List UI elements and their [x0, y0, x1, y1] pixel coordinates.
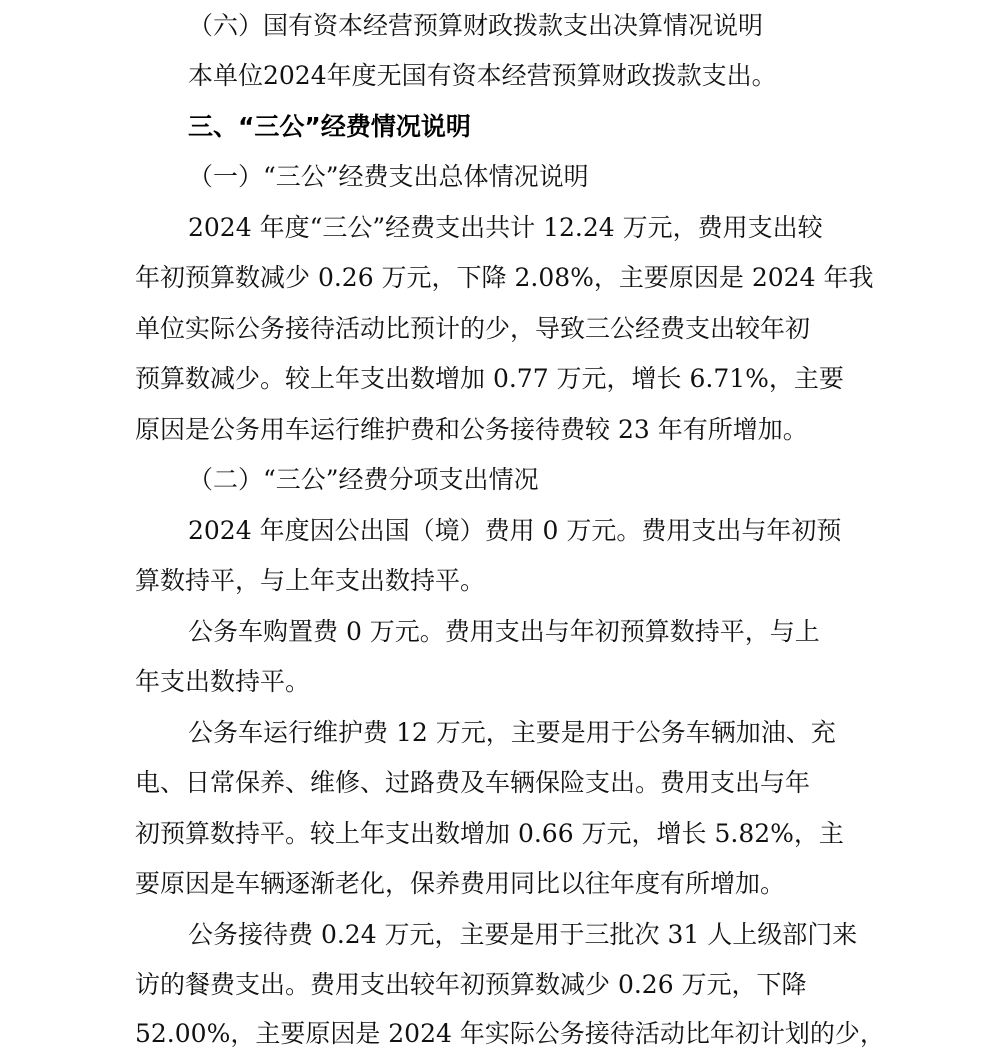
subsection-heading-6: （六）国有资本经营预算财政拨款支出决算情况说明 — [188, 11, 764, 40]
paragraph-line: 公务接待费 0.24 万元，主要是用于三批次 31 人上级部门来 — [188, 920, 858, 949]
paragraph-line: 单位实际公务接待活动比预计的少，导致三公经费支出较年初 — [135, 314, 811, 343]
paragraph-line: 算数持平，与上年支出数持平。 — [135, 566, 486, 595]
paragraph-line: 预算数减少。较上年支出数增加 0.77 万元，增长 6.71%，主要 — [135, 364, 844, 393]
paragraph-line: 要原因是车辆逐渐老化，保养费用同比以往年度有所增加。 — [135, 869, 786, 898]
paragraph-line: 年支出数持平。 — [135, 667, 311, 696]
paragraph-line: 初预算数持平。较上年支出数增加 0.66 万元，增长 5.82%，主 — [135, 819, 844, 848]
paragraph-line: 公务车购置费 0 万元。费用支出与年初预算数持平，与上 — [188, 617, 820, 646]
paragraph-line: 电、日常保养、维修、过路费及车辆保险支出。费用支出与年 — [135, 768, 811, 797]
paragraph-line: 公务车运行维护费 12 万元，主要是用于公务车辆加油、充 — [188, 718, 836, 747]
subsection-heading-1: （一）“三公”经费支出总体情况说明 — [188, 162, 589, 191]
section-heading-3: 三、“三公”经费情况说明 — [188, 112, 471, 141]
paragraph-line: 52.00%，主要原因是 2024 年实际公务接待活动比年初计划的少， — [135, 1019, 885, 1048]
paragraph-line: 访的餐费支出。费用支出较年初预算数减少 0.26 万元，下降 — [135, 970, 807, 999]
paragraph-line: 2024 年度“三公”经费支出共计 12.24 万元，费用支出较 — [188, 213, 823, 242]
subsection-heading-2: （二）“三公”经费分项支出情况 — [188, 465, 539, 494]
paragraph-line: 年初预算数减少 0.26 万元，下降 2.08%，主要原因是 2024 年我 — [135, 263, 874, 292]
paragraph-line: 2024 年度因公出国（境）费用 0 万元。费用支出与年初预 — [188, 516, 842, 545]
paragraph-line: 原因是公务用车运行维护费和公务接待费较 23 年有所增加。 — [135, 415, 808, 444]
paragraph-line: 本单位2024年度无国有资本经营预算财政拨款支出。 — [188, 61, 777, 90]
